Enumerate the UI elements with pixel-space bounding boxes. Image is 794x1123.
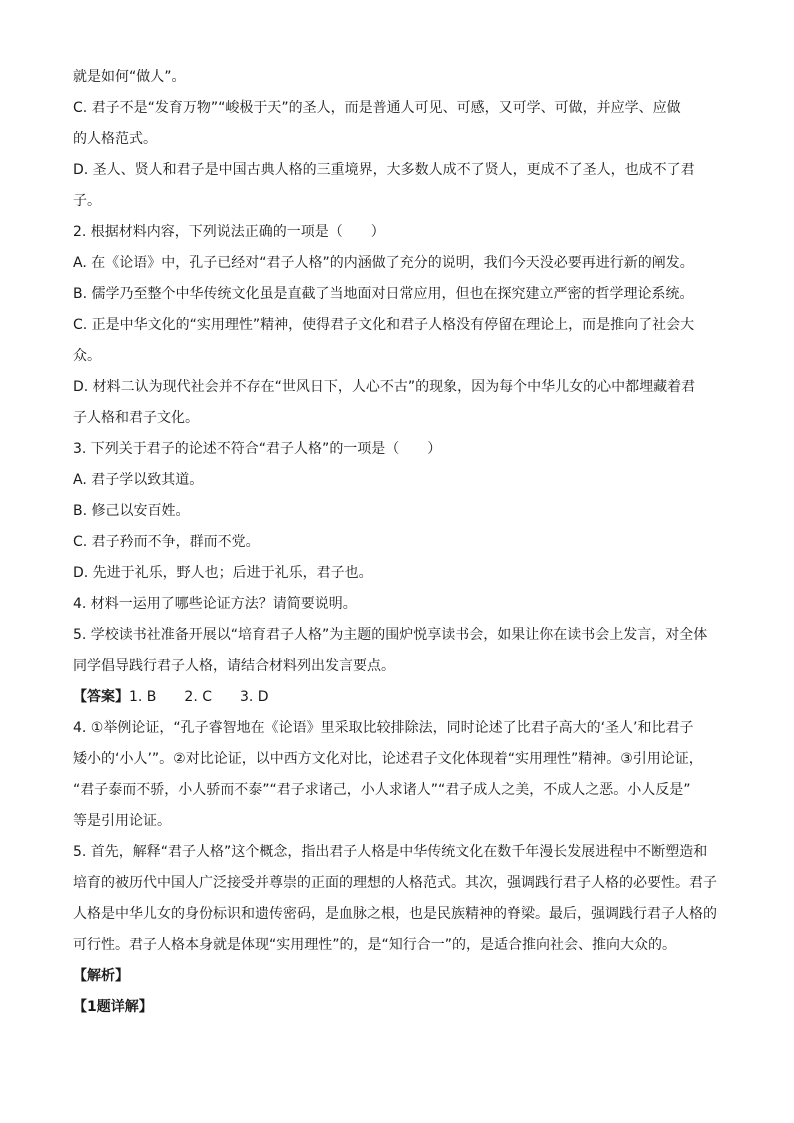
detail-heading: 【1题详解】 (73, 999, 153, 1015)
question-4: 4. 材料一运用了哪些论证方法？请简要说明。 (73, 596, 357, 612)
text-line: 就是如何“做人”。 (73, 69, 186, 85)
answer-text-line: 培育的被历代中国人广泛接受并尊崇的正面的理想的人格范式。其次，强调践行君子人格的必要性。君子 (73, 875, 717, 891)
option-c-line: C. 君子不是“发育万物”“峻极于天”的圣人，而是普通人可见、可感，又可学、可做，并应学、应做 (73, 100, 681, 116)
option-b-line: B. 修己以安百姓。 (73, 503, 190, 519)
text-line: 子人格和君子文化。 (73, 410, 199, 426)
question-2: 2. 根据材料内容，下列说法正确的一项是（ ） (73, 224, 385, 240)
answer-text-line: 人格是中华儿女的身份标识和遗传密码，是血脉之根，也是民族精神的脊梁。最后，强调践行君子人格的 (73, 906, 717, 922)
answer-text-line: 等是引用论证。 (73, 813, 171, 829)
answer-text-line: “君子泰而不骄，小人骄而不泰”“君子求诸己，小人求诸人”“君子成人之美，不成人之恶。小人反是” (73, 782, 691, 798)
answer-tag: 【答案】 (73, 689, 129, 705)
text-line: 同学倡导践行君子人格，请结合材料列出发言要点。 (73, 658, 395, 674)
text-line: 的人格范式。 (73, 131, 157, 147)
analysis-heading: 【解析】 (73, 968, 129, 984)
answer-5-line: 5. 首先，解释“君子人格”这个概念，指出君子人格是中华传统文化在数千年漫长发展进程中不断塑造和 (73, 844, 708, 860)
option-b-line: B. 儒学乃至整个中华传统文化虽是直截了当地面对日常应用，但也在探究建立严密的哲学理论系统。 (73, 286, 694, 302)
text-line: 众。 (73, 348, 101, 364)
option-d-line: D. 圣人、贤人和君子是中国古典人格的三重境界，大多数人成不了贤人，更成不了圣人，也成不了君 (73, 162, 695, 178)
answer-4-line: 4. ①举例论证，“孔子睿智地在《论语》里采取比较排除法，同时论述了比君子高大的‘圣人’和比君子 (73, 720, 694, 736)
answer-text-line: 矮小的‘小人’”。②对比论证，以中西方文化对比，论述君子文化体现着“实用理性”精神。③引用论证， (73, 751, 703, 767)
option-a-line: A. 君子学以致其道。 (73, 472, 204, 488)
option-d-line: D. 先进于礼乐，野人也；后进于礼乐，君子也。 (73, 565, 373, 581)
option-d-line: D. 材料二认为现代社会并不存在“世风日下，人心不古”的现象，因为每个中华儿女的心中都埋藏着君 (73, 379, 696, 395)
text-line: 子。 (73, 193, 101, 209)
question-3: 3. 下列关于君子的论述不符合“君子人格”的一项是（ ） (73, 441, 442, 457)
option-a-line: A. 在《论语》中，孔子已经对“君子人格”的内涵做了充分的说明，我们今天没必要再进行新的阐发。 (73, 255, 694, 271)
question-5: 5. 学校读书社准备开展以“培育君子人格”为主题的围炉悦享读书会，如果让你在读书会上发言，对全体 (73, 627, 708, 643)
option-c-line: C. 正是中华文化的“实用理性”精神，使得君子文化和君子人格没有停留在理论上，而是推向了社会大 (73, 317, 695, 333)
option-c-line: C. 君子矜而不争，群而不党。 (73, 534, 260, 550)
document-page (73, 62, 723, 1023)
answer-text-line: 可行性。君子人格本身就是体现“实用理性”的，是“知行合一”的，是适合推向社会、推向大众的。 (73, 937, 677, 953)
answer-line (73, 682, 723, 713)
answer-values: 1. B 2. C 3. D (129, 689, 269, 705)
